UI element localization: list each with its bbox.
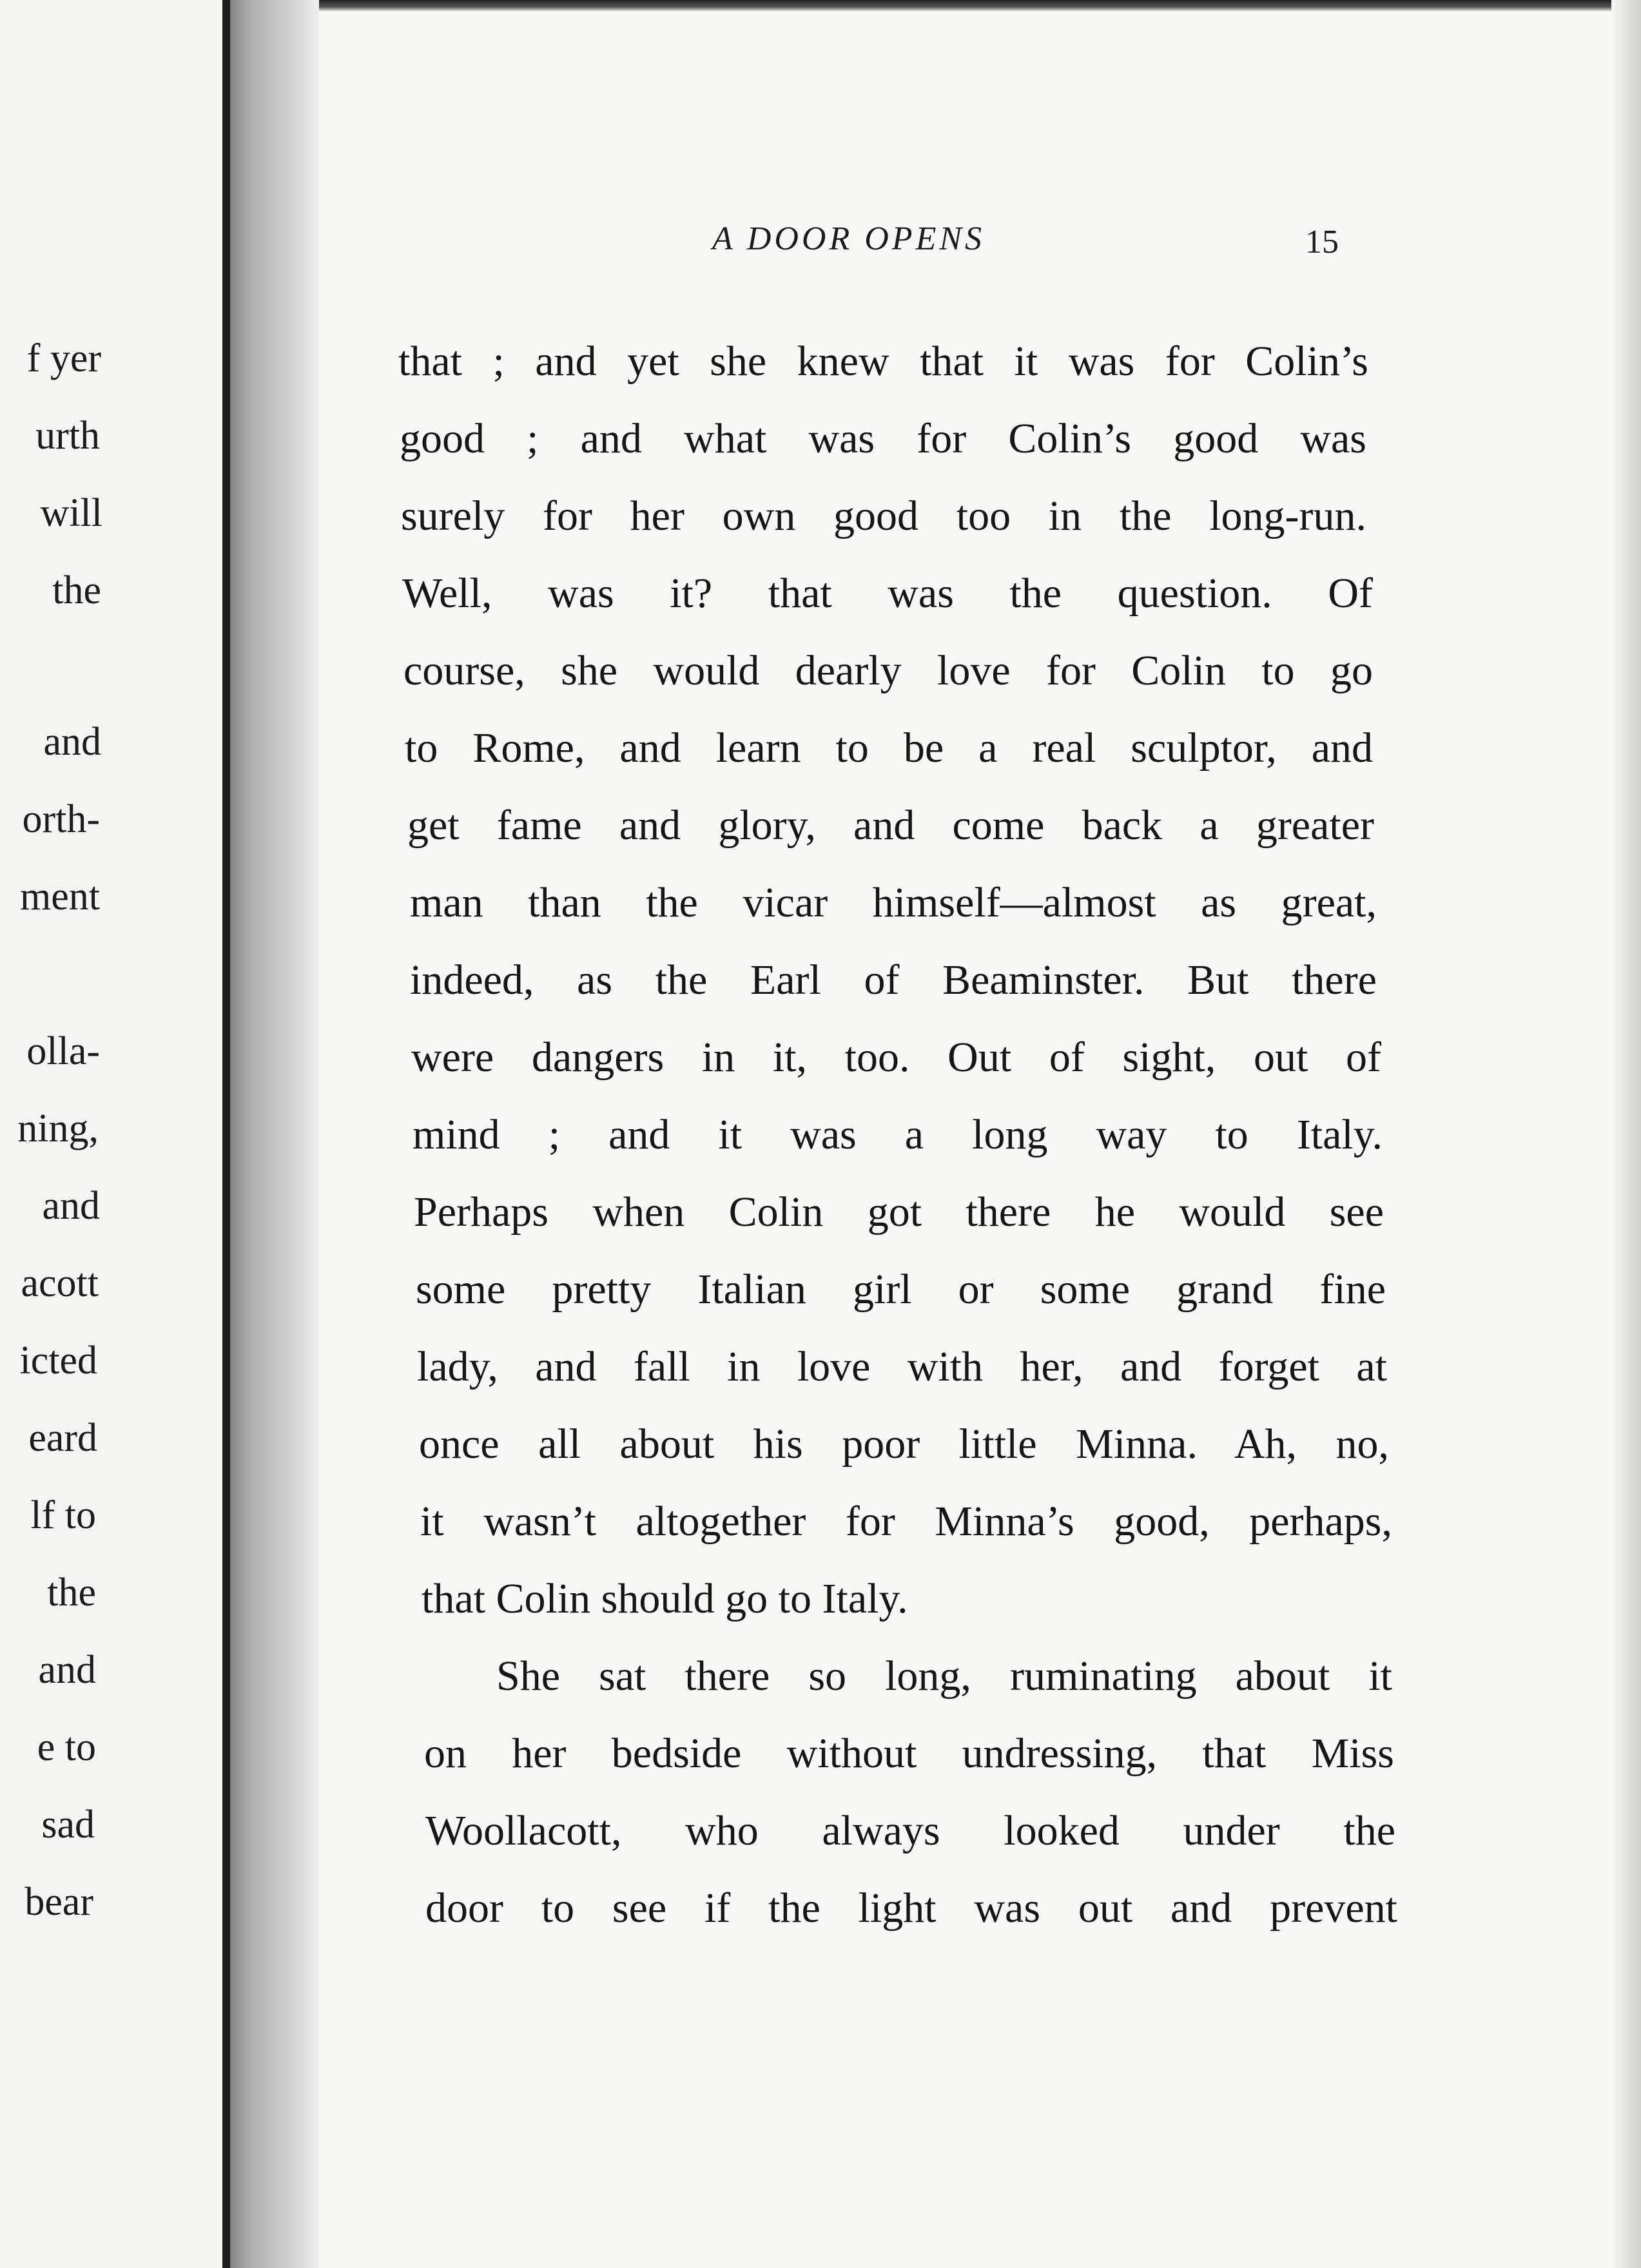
text-line: Well, was it? that was the question. Of xyxy=(402,570,1373,617)
text-line: Perhaps when Colin got there he would see xyxy=(414,1188,1384,1236)
left-page-line: the xyxy=(47,1571,96,1614)
text-line: man than the vicar himself—almost as great, xyxy=(410,879,1377,926)
text-line: to Rome, and learn to be a real sculptor, and xyxy=(405,724,1373,771)
text-line: that ; and yet she knew that it was for Colin’s xyxy=(398,338,1368,385)
left-page-line: orth- xyxy=(22,797,100,841)
left-page-line: bear xyxy=(24,1880,93,1924)
text-line: once all about his poor little Minna. Ah, no, xyxy=(419,1420,1389,1468)
left-page-line: will xyxy=(40,491,102,535)
text-line: lady, and fall in love with her, and forget at xyxy=(417,1343,1387,1390)
left-page-line: urth xyxy=(35,414,100,458)
paragraph-first-line: She sat there so long, ruminating about it xyxy=(496,1653,1392,1700)
running-title: A DOOR OPENS xyxy=(712,220,986,257)
text-line: that Colin should go to Italy. xyxy=(422,1575,908,1622)
left-page-line: the xyxy=(52,568,101,612)
left-page-line: ment xyxy=(20,875,100,918)
text-line: it wasn’t altogether for Minna’s good, perhaps, xyxy=(420,1498,1392,1545)
text-line: get fame and glory, and come back a greater xyxy=(407,802,1374,849)
left-page-line: sad xyxy=(41,1803,95,1846)
left-page-line: lf to xyxy=(30,1493,96,1537)
text-line: on her bedside without undressing, that Miss xyxy=(424,1730,1394,1777)
page-number: 15 xyxy=(1305,224,1339,260)
text-line: good ; and what was for Colin’s good was xyxy=(400,415,1366,462)
left-page-line: eard xyxy=(28,1416,97,1460)
left-page-line: ning, xyxy=(17,1107,99,1150)
text-line: Woollacott, who always looked under the xyxy=(425,1807,1395,1854)
text-line: door to see if the light was out and prevent xyxy=(425,1885,1397,1932)
left-page-line: and xyxy=(43,720,101,764)
text-line: mind ; and it was a long way to Italy. xyxy=(413,1111,1383,1158)
text-line: surely for her own good too in the long-run. xyxy=(401,492,1366,539)
text-line: some pretty Italian girl or some grand fine xyxy=(416,1266,1386,1313)
text-line: course, she would dearly love for Colin to go xyxy=(403,647,1373,694)
left-page-line: e to xyxy=(37,1725,96,1769)
left-page-line: acott xyxy=(21,1261,99,1305)
left-page-line: and xyxy=(38,1648,96,1692)
left-page-line: f yer xyxy=(26,336,101,380)
left-page-line: olla- xyxy=(26,1029,100,1073)
text-line: were dangers in it, too. Out of sight, out of xyxy=(411,1034,1381,1081)
left-page-line: icted xyxy=(19,1339,97,1382)
left-page-line: and xyxy=(42,1184,100,1228)
text-line: indeed, as the Earl of Beaminster. But there xyxy=(410,956,1377,1003)
